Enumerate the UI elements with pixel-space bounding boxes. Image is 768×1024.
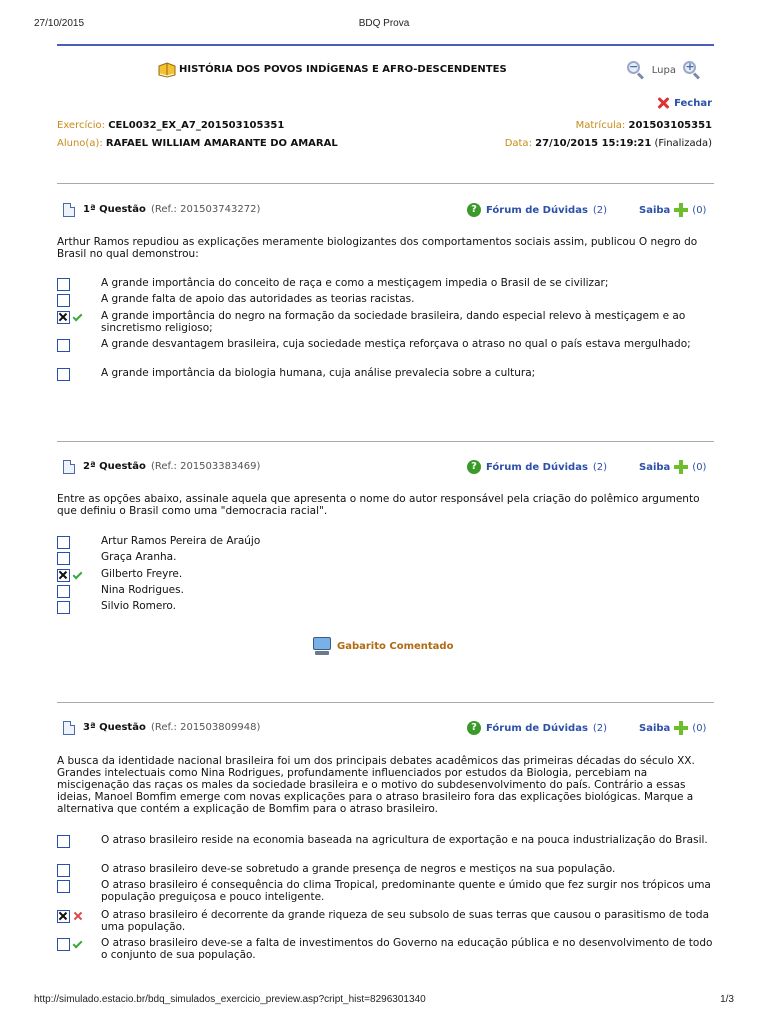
question-2-header [63, 460, 714, 478]
exam-page: HISTÓRIA DOS POVOS INDÍGENAS E AFRO-DESCENDENTES − Lupa + Fechar Exercício: CEL0032_EX_A7_201503105351 Matrícula: 201503105351 Aluno(a): RAFAEL WILLIAM AMARANTE DO AMARAL Data: 27/10/2015 15:19:21 (Finalizada) 1ª Questão (Ref.: 201503743272) ? Fórum de Dúvidas (2) Saiba (0) Arthur Ramos repudiou as explicações meramente biologizantes dos comportamentos sociais assim, publicou O negro do Brasil no qual demonstrou: A grande importância do conceito de raça e como a mestiçagem impedia o Brasil de se civilizar; A grande falta de apoio das autoridades as teorias racistas. A grande importância do negro na formação da sociedade brasileira, dando especial relevo à mestiçagem e ao sincretismo religioso; A grande desvantagem brasileira, cuja sociedade mestiça reforçava o atraso no qual o país estava mergulhado; A grande importância da biologia humana, cuja análise prevalecia sobre a cultura; 2ª Questão (Ref.: 201503383469) ? Fórum de Dúvidas (2) Saiba (0) Entre as opções abaixo, assinale aquela que apresenta o nome do autor responsável pela criação do polêmico argumento que definiu o Brasil como uma "democracia racial". Artur Ramos Pereira de Araújo Graça Aranha. Gilberto Freyre. Nina Rodrigues. Silvio Romero. Gabarito Comentado 3ª Questão (Ref.: 201503809948) ? Fórum de Dúvidas (2) Saiba (0) A busca da identidade nacional brasileira foi um dos principais debates acadêmicos das primeiras décadas do século XX. Grandes intelectuais como Nina Rodrigues, profundamente influenciados por estudos da Biologia, percebiam na miscigenação das raças os males da sociedade brasileira e o motivo do subdesenvolvimento do país. Contrário a essas ideias, Manoel Bomfim emerge com novas explicações para o atraso brasileiro fora das explicações biológicas. Marque a alternativa que contém a explicação de Bomfim para o atraso brasileiro. O atraso brasileiro reside na economia baseada na agricultura de exportação e na pouca industrialização do Brasil. O atraso brasileiro deve-se sobretudo a grande presença de negros e mestiços na sua população. O atraso brasileiro é consequência do clima Tropical, predominante quente e úmido que fez surgir nos trópicos uma população preguiçosa e pouco inteligente. O atraso brasileiro é decorrente da grande riqueza de seu subsolo de suas terras que causou o parasitismo de toda uma população. O atraso brasileiro deve-se a falta de investimentos do Governo na educação pública e no desenvolvimento de todo o conjunto de sua população. [57, 44, 714, 90]
zoom-out-icon[interactable]: − [626, 60, 646, 80]
document-icon [63, 460, 75, 474]
question-1-header [63, 203, 714, 221]
zoom-in-icon[interactable]: + [682, 60, 702, 80]
close-button[interactable] [656, 96, 712, 110]
question-separator [57, 702, 714, 703]
exam-info [57, 120, 714, 156]
question-ref: (Ref.: 201503383469) [151, 461, 261, 472]
option-checkbox[interactable] [57, 910, 70, 923]
print-page-number: 1/3 [720, 994, 734, 1005]
question-number: 1ª Questão [83, 204, 146, 215]
close-label: Fechar [674, 97, 712, 109]
plus-icon [674, 460, 688, 474]
course-bar [57, 46, 714, 90]
matricula-value: 201503105351 [628, 120, 712, 131]
option-checkbox[interactable] [57, 368, 70, 381]
wrong-x-icon [73, 911, 83, 921]
help-icon: ? [467, 203, 481, 217]
option-checkbox[interactable] [57, 294, 70, 307]
close-icon [656, 96, 670, 110]
gabarito-comentado-button[interactable]: Gabarito Comentado [313, 637, 453, 655]
saiba-link[interactable]: Saiba (0) [639, 722, 707, 734]
option-checkbox[interactable] [57, 880, 70, 893]
forum-link[interactable]: ? Fórum de Dúvidas (2) [467, 721, 607, 735]
lupa-label: Lupa [651, 64, 676, 76]
exercise-value: CEL0032_EX_A7_201503105351 [108, 120, 285, 131]
option-checkbox[interactable] [57, 938, 70, 951]
status-badge: (Finalizada) [654, 138, 712, 149]
question-3-header [63, 721, 714, 739]
student-label: Aluno(a): [57, 138, 103, 149]
option-checkbox[interactable] [57, 835, 70, 848]
print-title: BDQ Prova [358, 18, 410, 29]
exercise-label: Exercício: [57, 120, 106, 131]
print-footer [34, 994, 734, 1008]
student-value: RAFAEL WILLIAM AMARANTE DO AMARAL [105, 138, 338, 149]
date-value: 27/10/2015 15:19:21 [535, 138, 652, 149]
help-icon: ? [467, 460, 481, 474]
help-icon: ? [467, 721, 481, 735]
option-checkbox[interactable] [57, 536, 70, 549]
question-separator [57, 441, 714, 442]
saiba-link[interactable]: Saiba (0) [639, 204, 707, 216]
option-checkbox[interactable] [57, 864, 70, 877]
plus-icon [674, 203, 688, 217]
correct-check-icon [73, 939, 83, 949]
print-header [34, 18, 734, 32]
option-checkbox[interactable] [57, 552, 70, 565]
document-icon [63, 721, 75, 735]
option-checkbox[interactable] [57, 585, 70, 598]
question-ref: (Ref.: 201503743272) [151, 204, 261, 215]
question-ref: (Ref.: 201503809948) [151, 722, 261, 733]
correct-check-icon [73, 570, 83, 580]
question-separator [57, 183, 714, 184]
option-checkbox[interactable] [57, 601, 70, 614]
option-checkbox[interactable] [57, 278, 70, 291]
date-label: Data: [504, 138, 532, 149]
book-icon [157, 62, 177, 78]
matricula-label: Matrícula: [575, 120, 626, 131]
forum-link[interactable]: ? Fórum de Dúvidas (2) [467, 460, 607, 474]
computer-icon [313, 637, 331, 655]
option-checkbox[interactable] [57, 311, 70, 324]
correct-check-icon [73, 312, 83, 322]
option-checkbox[interactable] [57, 569, 70, 582]
question-3-text: A busca da identidade nacional brasileira foi um dos principais debates acadêmicos das primeiras décadas do século XX. Grandes intelectuais como Nina Rodrigues, profundamente influenciados por estudos da Biologia, percebiam na miscigenação das raças os males da sociedade brasileira e o motivo do subdesenvolvimento do país. Contrário a essas ideias, Manoel Bomfim emerge com novas explicações para o atraso brasileiro fora das explicações biológicas. Marque a alternativa que contém a explicação de Bomfim para o atraso brasileiro. [57, 755, 695, 815]
course-title [157, 64, 507, 75]
course-title-text: HISTÓRIA DOS POVOS INDÍGENAS E AFRO-DESCENDENTES [179, 64, 507, 75]
saiba-link[interactable]: Saiba (0) [639, 461, 707, 473]
plus-icon [674, 721, 688, 735]
print-date: 27/10/2015 [34, 18, 85, 29]
forum-link[interactable]: ? Fórum de Dúvidas (2) [467, 203, 607, 217]
document-icon [63, 203, 75, 217]
option-checkbox[interactable] [57, 339, 70, 352]
print-url: http://simulado.estacio.br/bdq_simulados_exercicio_preview.asp?cript_hist=8296301340 [34, 994, 426, 1005]
question-number: 2ª Questão [83, 461, 146, 472]
question-1-text: Arthur Ramos repudiou as explicações meramente biologizantes dos comportamentos sociais assim, publicou O negro do Brasil no qual demonstrou: [57, 236, 698, 260]
zoom-controls [626, 60, 702, 80]
question-number: 3ª Questão [83, 722, 146, 733]
question-2-text: Entre as opções abaixo, assinale aquela que apresenta o nome do autor responsável pela criação do polêmico argumento que definiu o Brasil como uma "democracia racial". [57, 493, 700, 517]
